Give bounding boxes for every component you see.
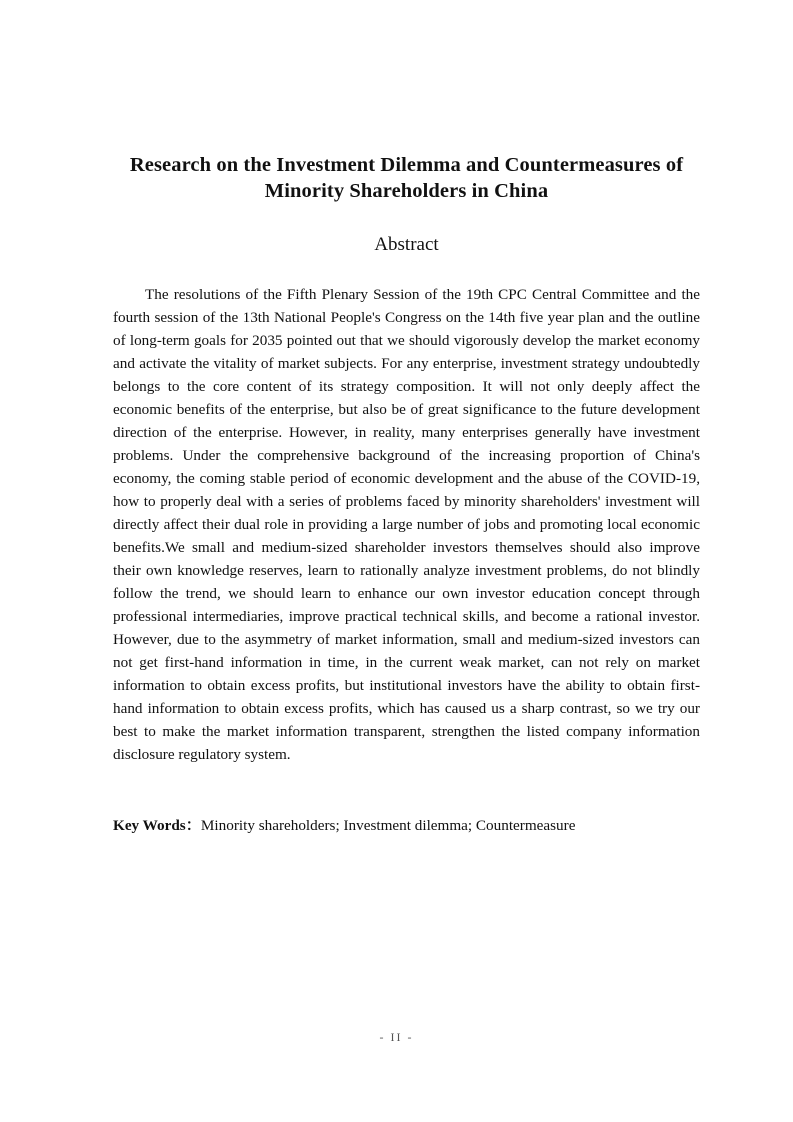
abstract-paragraph: The resolutions of the Fifth Plenary Session of the 19th CPC Central Committee and the fourth session of the 13th National People's Congress on the 14th five year plan and the outline of long-term goals for 2035 pointed out that we should vigorously develop the market economy and activate the vitality of market subjects. For any enterprise, investment strategy undoubtedly belongs to the core content of its strategy composition. It will not only deeply affect the economic benefits of the enterprise, but also be of great significance to the future development direction of the enterprise. However, in reality, many enterprises generally have investment problems. Under the comprehensive background of the increasing proportion of China's economy, the coming stable period of economic development and the abuse of the COVID-19, how to properly deal with a series of problems faced by minority shareholders' investment will directly affect their dual role in providing a large number of jobs and promoting local economic benefits.We small and medium-sized shareholder investors themselves should also improve their own knowledge reserves, learn to rationally analyze investment problems, do not blindly follow the trend, we should learn to enhance our own investor education concept through professional intermediaries, improve practical technical skills, and become a rational investor. However, due to the asymmetry of market information, small and medium-sized investors can not get first-hand information in time, in the current weak market, can not rely on market information to obtain excess profits, but institutional investors have the ability to obtain first-hand information to obtain excess profits, which has caused us a sharp contrast, so we try our best to make the market information transparent, strengthen the listed company information disclosure regulatory system. <box>113 286 700 763</box>
paper-title-line-1: Research on the Investment Dilemma and Countermeasures of <box>129 154 684 176</box>
paper-title-line-2: Minority Shareholders in China <box>264 180 549 202</box>
paper-title <box>100 152 713 204</box>
keywords-label: Key Words： <box>113 817 201 834</box>
page-number: - II - <box>379 1030 414 1044</box>
keywords-text: Minority shareholders; Investment dilemma; Countermeasure <box>200 817 576 834</box>
abstract-heading: Abstract <box>374 234 439 255</box>
keywords-line <box>113 814 700 837</box>
